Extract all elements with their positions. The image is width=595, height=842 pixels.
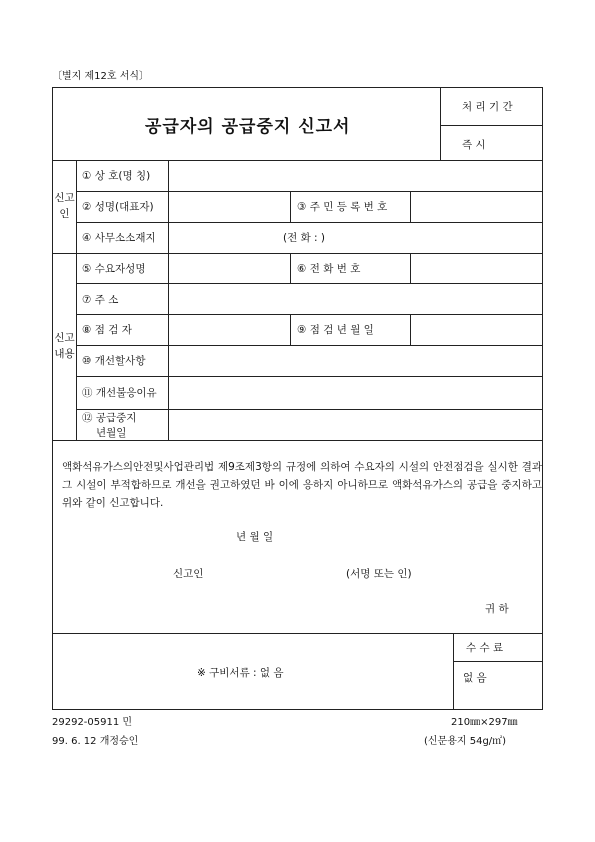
fee-label: 수 수 료 — [466, 642, 504, 654]
col-line-r6a — [290, 314, 291, 345]
section-content: 신고 내용 — [54, 332, 75, 360]
processing-value: 즉 시 — [462, 139, 486, 151]
field-noncompliance-label: ⑪ 개선불응이유 — [82, 387, 157, 399]
section-reporter: 신고 인 — [54, 192, 75, 220]
signature-label: (서명 또는 인) — [346, 568, 412, 580]
section-column-line — [76, 160, 77, 440]
field-office-phone: (전 화 : ) — [283, 232, 326, 244]
row-line-4 — [76, 283, 543, 284]
section-split-line — [52, 253, 543, 254]
fee-value: 없 음 — [463, 672, 487, 684]
attachments-text: ※ 구비서류 : 없 음 — [197, 667, 284, 679]
title-bottom-line — [52, 160, 543, 161]
col-line-r4b — [410, 253, 411, 283]
field-consumer-name-label: ⑤ 수요자성명 — [82, 263, 146, 275]
label-column-line — [168, 160, 169, 440]
fee-row-line — [453, 661, 543, 662]
col-line-r6b — [410, 314, 411, 345]
field-suspension-date-label-2: 년월일 — [96, 427, 127, 439]
field-address-label: ⑦ 주 소 — [82, 294, 119, 306]
row-line-7 — [76, 376, 543, 377]
table-bottom-line — [52, 440, 543, 441]
field-inspector-label: ⑧ 점 검 자 — [82, 324, 132, 336]
processing-divider — [440, 87, 441, 160]
row-line-2 — [76, 222, 543, 223]
col-line-r2a — [290, 191, 291, 222]
footer-code: 29292-05911 민 — [52, 717, 133, 728]
footer-paper-type: (신문용지 54g/㎡) — [424, 736, 507, 747]
row-line-8 — [76, 409, 543, 410]
addressee: 귀 하 — [485, 603, 509, 615]
field-improvement-label: ⑩ 개선할사항 — [82, 355, 146, 367]
processing-row-line — [440, 125, 543, 126]
col-line-r2b — [410, 191, 411, 222]
footer-paper-size: 210㎜×297㎜ — [451, 717, 518, 728]
form-title: 공급자의 공급중지 신고서 — [145, 117, 351, 137]
field-business-name-label: ① 상 호(명 칭) — [82, 170, 151, 182]
field-resident-number-label: ③ 주 민 등 록 번 호 — [297, 201, 388, 213]
statement-text: 액화석유가스의안전및사업관리법 제9조제3항의 규정에 의하여 수요자의 시설의 안전점검을 실시한 결과 그 시설이 부적합하므로 개선을 권고하였던 바 이에 응하지 아니하므로 액화석유가스의 공급을 중지하고 위와 같이 신고합니다. — [62, 461, 542, 509]
fee-divider — [453, 633, 454, 710]
field-suspension-date-label-1: ⑫ 공급중지 — [82, 412, 137, 424]
row-line-5 — [76, 314, 543, 315]
row-line-6 — [76, 345, 543, 346]
attachments-top-line — [52, 633, 543, 634]
field-representative-label: ② 성명(대표자) — [82, 201, 154, 213]
report-date: 년 월 일 — [236, 531, 274, 543]
form-reference: 〔별지 제12호 서식〕 — [52, 71, 150, 82]
field-phone-label: ⑥ 전 화 번 호 — [297, 263, 361, 275]
row-line-1 — [76, 191, 543, 192]
footer-approval: 99. 6. 12 개정승인 — [52, 736, 139, 747]
col-line-r4a — [290, 253, 291, 283]
reporter-label: 신고인 — [173, 568, 204, 580]
field-inspection-date-label: ⑨ 점 검 년 월 일 — [297, 324, 374, 336]
field-office-address-label: ④ 사무소소재지 — [82, 232, 156, 244]
processing-label: 처 리 기 간 — [462, 101, 513, 113]
